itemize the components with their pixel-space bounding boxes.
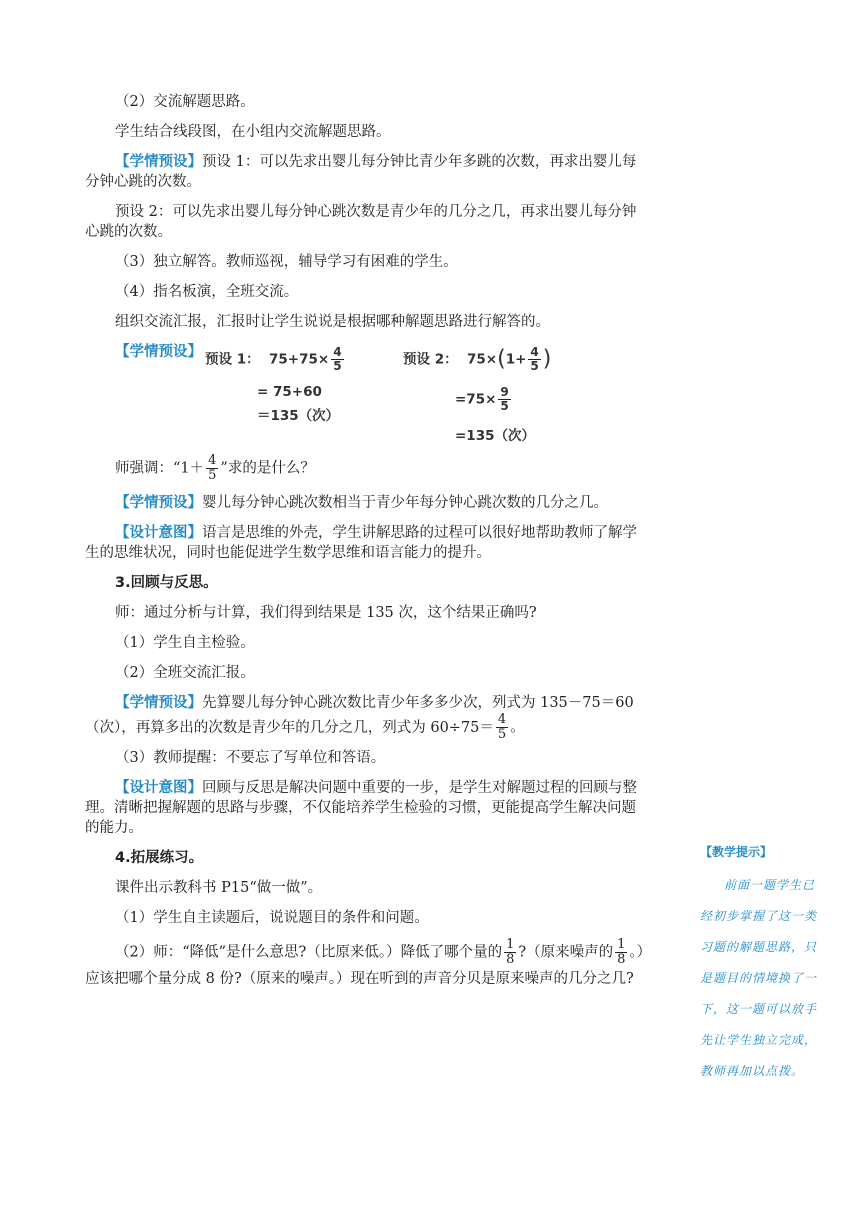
paragraph: 学生结合线段图，在小组内交流解题思路。 — [115, 124, 391, 140]
calc-right-line1: 预设 2： 75×(1+ $\frac{4}{5}$ ) — [403, 345, 552, 373]
fraction: $\frac{4}{5}$ — [530, 345, 539, 373]
paragraph-text: 预设 2：可以先求出婴儿每分钟心跳次数是青少年的几分之几，再求出婴儿每分钟 — [115, 204, 637, 220]
main-content — [85, 92, 675, 999]
paragraph: （1）学生自主读题后，说说题目的条件和问题。 — [115, 910, 429, 926]
section-heading: 4.拓展练习。 — [115, 850, 204, 866]
paragraph: 【学情预设】先算婴儿每分钟心跳次数比青少年多多少次，列式为 135－75＝60 （次），再算多出的次数是青少年的几分之几，列式为 60÷75＝ $\frac{4}{5}$ 。 — [85, 694, 634, 742]
paragraph: （2）师：“降低”是什么意思?（比原来低。）降低了哪个量的 $\frac{1}{8}$ ?（原来噪声的 $\frac{1}{8}$ 。） — [115, 937, 652, 967]
paragraph: 【设计意图】语言是思维的外壳，学生讲解思路的过程可以很好地帮助教师了解学 生的思维状况，同时也能促进学生数学思维和语言能力的提升。 — [85, 524, 637, 561]
fraction: $\frac{9}{5}$ — [500, 385, 509, 413]
fraction: $\frac{4}{5}$ — [497, 712, 507, 742]
tag-label: 【设计意图】 — [115, 779, 202, 796]
paragraph — [85, 152, 675, 192]
paragraph: （2）交流解题思路。 — [115, 94, 255, 110]
calculation-figure — [115, 342, 675, 444]
paragraph: （3）教师提醒：不要忘了写单位和答语。 — [115, 750, 386, 766]
paragraph — [85, 202, 675, 242]
fraction: $\frac{4}{5}$ — [333, 345, 342, 373]
paragraph-text: 心跳的次数。 — [85, 224, 172, 240]
paragraph: （1）学生自主检验。 — [115, 635, 255, 651]
calc-right-line2: =75× $\frac{9}{5}$ — [455, 385, 509, 413]
fraction: $\frac{4}{5}$ — [208, 453, 217, 483]
paragraph: （4）指名板演，全班交流。 — [115, 284, 299, 300]
fraction: $\frac{1}{8}$ — [617, 937, 626, 967]
tag-label: 【学情预设】 — [115, 694, 202, 711]
fraction: $\frac{1}{8}$ — [506, 937, 515, 967]
paragraph: 课件出示教科书 P15“做一做”。 — [115, 880, 323, 896]
calc-left-line3: ＝135（次） — [257, 408, 340, 424]
sidebar-body: 前面一题学生已经初步掌握了这一类习题的解题思路，只是题目的情境换了一下，这一题可以放手先让学生独立完成，教师再加以点拨。 — [700, 878, 818, 1078]
paragraph: 组织交流汇报，汇报时让学生说说是根据哪种解题思路进行解答的。 — [115, 314, 550, 330]
tag-label: 【学情预设】 — [115, 494, 202, 511]
paragraph-text: 预设 1：可以先求出婴儿每分钟比青少年多跳的次数，再求出婴儿每 — [202, 154, 637, 170]
tag-label: 【设计意图】 — [115, 524, 202, 541]
calc-left-line2: = 75+60 — [257, 384, 322, 400]
calc-right-line3: =135（次） — [455, 428, 535, 444]
tag-label: 【学情预设】 — [115, 153, 202, 170]
paragraph: 师：通过分析与计算，我们得到结果是 135 次，这个结果正确吗? — [115, 605, 537, 621]
paragraph: （2）全班交流汇报。 — [115, 665, 255, 681]
tag-label: 【学情预设】 — [115, 343, 202, 360]
paragraph: 师强调：“1＋ $\frac{4}{5}$ ”求的是什么？ — [115, 453, 315, 483]
teaching-tip-sidebar — [700, 843, 826, 1087]
paragraph: 【设计意图】回顾与反思是解决问题中重要的一步，是学生对解题过程的回顾与整 理。清晰把握解题的思路与步骤，不仅能培养学生检验的习惯，更能提高学生解决问题 的能力。 — [85, 779, 637, 836]
paragraph: （3）独立解答。教师巡视，辅导学习有困难的学生。 — [115, 254, 458, 270]
paragraph: 【学情预设】婴儿每分钟心跳次数相当于青少年每分钟心跳次数的几分之几。 — [115, 494, 608, 511]
calc-left-line1: 预设 1： 75+75× $\frac{4}{5}$ — [205, 345, 342, 373]
sidebar-title: 【教学提示】 — [700, 845, 773, 859]
paragraph-text: 分钟心跳的次数。 — [85, 174, 201, 190]
section-heading: 3.回顾与反思。 — [115, 575, 218, 591]
paragraph: 应该把哪个量分成 8 份?（原来的噪声。）现在听到的声音分贝是原来噪声的几分之几? — [85, 971, 634, 987]
